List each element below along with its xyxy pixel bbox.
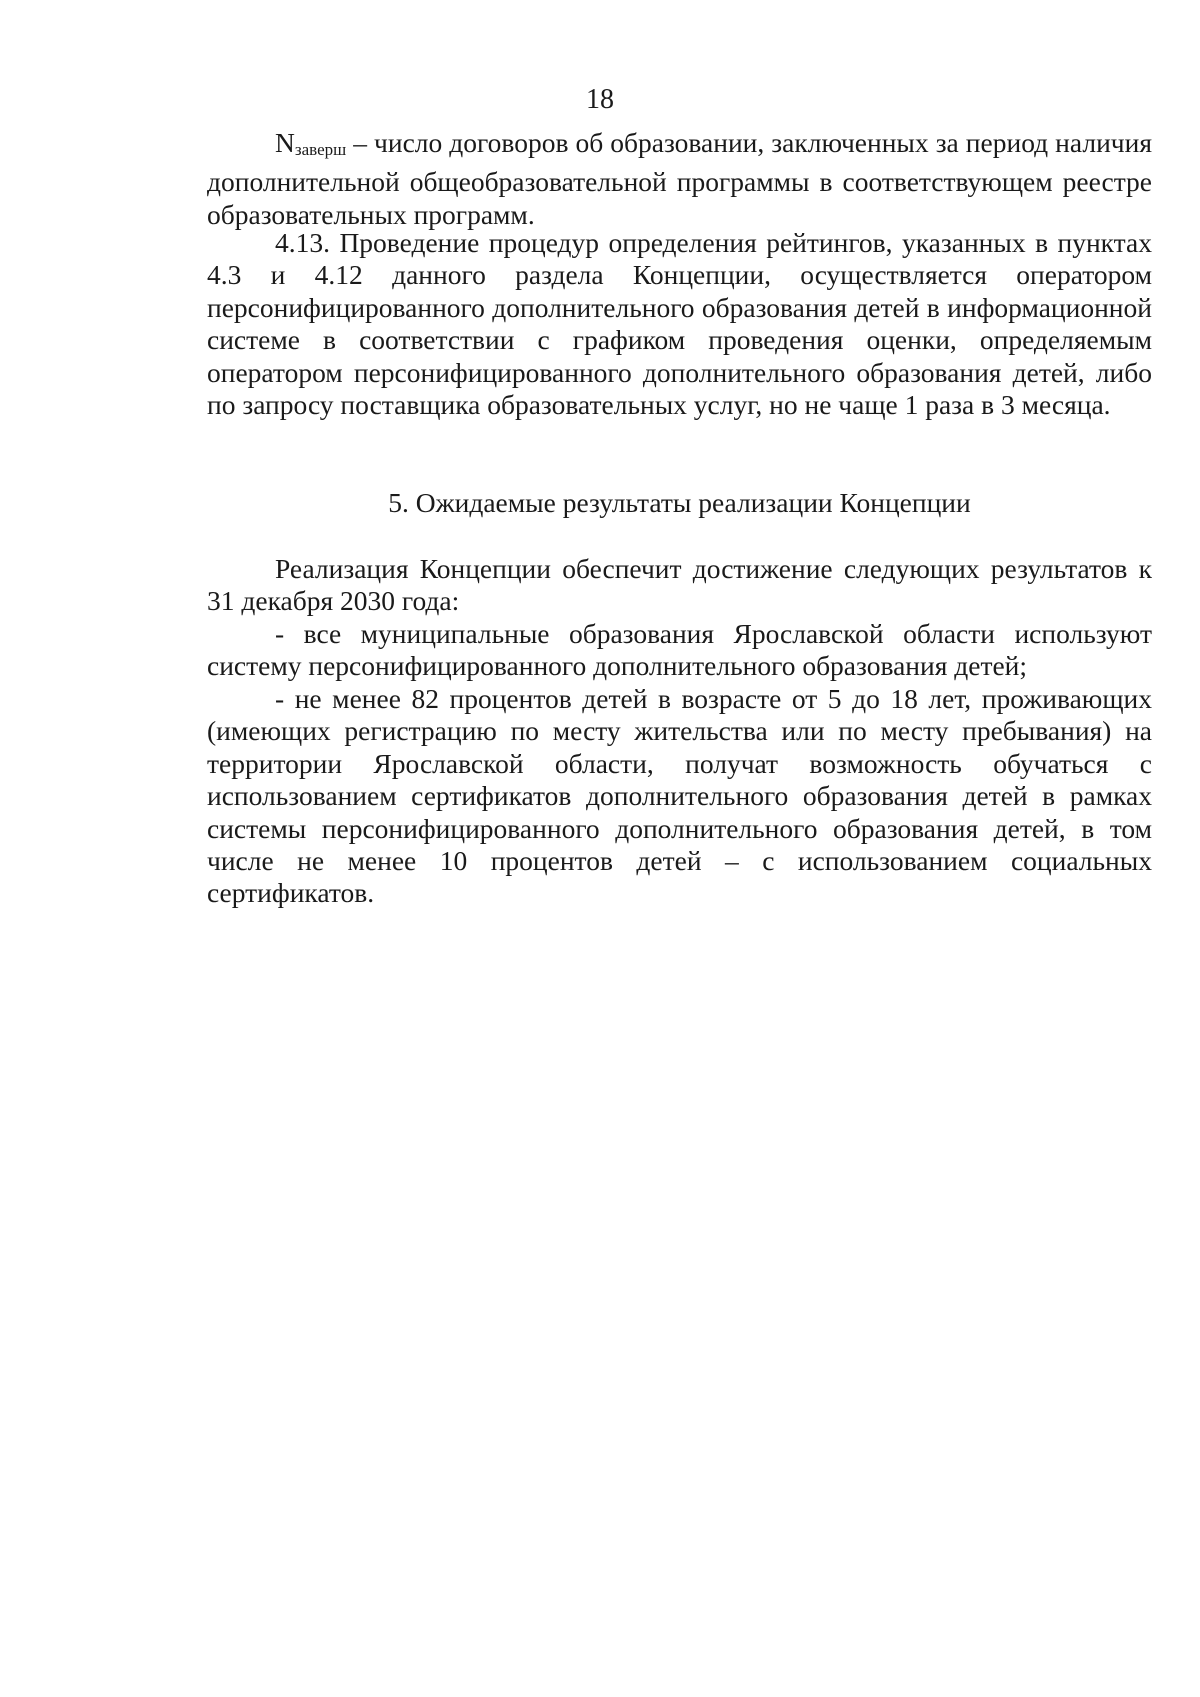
page-number: 18 xyxy=(586,84,614,115)
result-item-municipalities: - все муниципальные образования Ярославской области используют систему персонифицированного дополнительного образования детей; xyxy=(207,618,1152,682)
formula-definition-text: – число договоров об образовании, заключенных за период наличия дополнительной общеобразовательной программы в соответствующем реестре образовательных программ. xyxy=(207,127,1152,230)
section-5-intro: Реализация Концепции обеспечит достижение следующих результатов к 31 декабря 2030 года: xyxy=(207,553,1152,617)
formula-symbol: N xyxy=(275,127,295,158)
formula-definition-paragraph xyxy=(207,127,1152,231)
section-5-heading: 5. Ожидаемые результаты реализации Концепции xyxy=(388,487,971,518)
paragraph-4-13: 4.13. Проведение процедур определения рейтингов, указанных в пунктах 4.3 и 4.12 данного раздела Концепции, осуществляется оператором персонифицированного дополнительного образования детей в информационной системе в соответствии с графиком проведения оценки, определяемым оператором персонифицированного дополнительного образования детей, либо по запросу поставщика образовательных услуг, но не чаще 1 раза в 3 месяца. xyxy=(207,227,1152,421)
result-item-children-coverage: - не менее 82 процентов детей в возрасте от 5 до 18 лет, проживающих (имеющих регистрацию по месту жительства или по месту пребывания) на территории Ярославской области, получат возможность обучаться с использованием сертификатов дополнительного образования детей в рамках системы персонифицированного дополнительного образования детей, в том числе не менее 10 процентов детей – с использованием социальных сертификатов. xyxy=(207,683,1152,909)
formula-subscript: заверш xyxy=(294,140,347,159)
